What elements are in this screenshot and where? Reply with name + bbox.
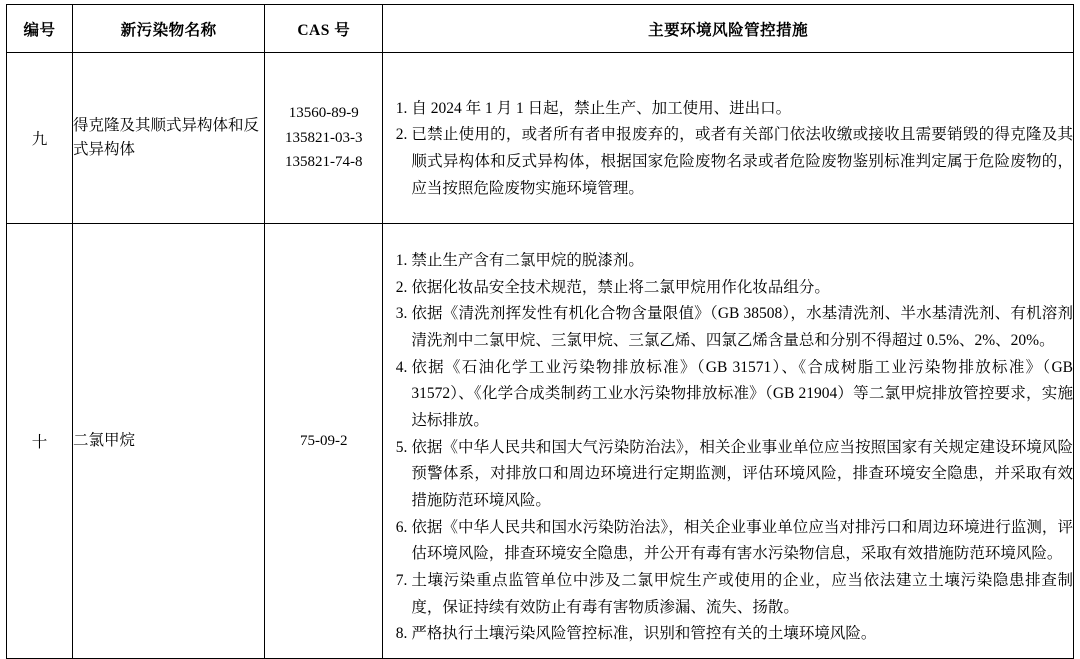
- measure-number: 3.: [395, 305, 408, 323]
- measure-item: [383, 301, 1073, 354]
- measure-text: 依据《清洗剂挥发性有机化合物含量限值》（GB 38508），水基清洗剂、半水基清洗剂、有机溶剂清洗剂中二氯甲烷、三氯甲烷、三氯乙烯、四氯乙烯含量总和分别不得超过 0.5%、2%、20%。: [411, 305, 1073, 350]
- measure-number: 1.: [395, 252, 408, 270]
- measure-item: [383, 355, 1073, 435]
- column-header-measures: 主要环境风险管控措施: [383, 5, 1074, 53]
- table-header: [7, 5, 1074, 53]
- column-header-cas: CAS 号: [265, 5, 383, 53]
- measure-text: 依据《中华人民共和国水污染防治法》，相关企业事业单位应当对排污口和周边环境进行监测，评估环境风险，排查环境安全隐患，并公开有毒有害水污染物信息，采取有效措施防范环境风险。: [411, 518, 1073, 563]
- measure-text: 依据化妆品安全技术规范，禁止将二氯甲烷用作化妆品组分。: [411, 278, 830, 296]
- pollutant-name-cell: 得克隆及其顺式异构体和反式异构体: [73, 53, 265, 224]
- cas-number: 75-09-2: [300, 432, 348, 449]
- measure-text: 依据《石油化学工业污染物排放标准》（GB 31571）、《合成树脂工业污染物排放标准》（GB 31572）、《化学合成类制药工业水污染物排放标准》（GB 21904）等二氯甲烷排放管控要求，实施达标排放。: [411, 358, 1073, 430]
- table-row: [7, 53, 1074, 224]
- measure-number: 7.: [395, 571, 408, 589]
- table-body: [7, 53, 1074, 659]
- measure-item: [383, 96, 1073, 123]
- measure-item: [383, 621, 1073, 648]
- table-header-row: [7, 5, 1074, 53]
- cas-number-cell: [265, 224, 383, 659]
- measures-list: [383, 96, 1073, 203]
- measure-text: 已禁止使用的，或者所有者申报废弃的，或者有关部门依法收缴或接收且需要销毁的得克隆及其顺式异构体和反式异构体，根据国家危险废物名录或者危险废物鉴别标准判定属于危险废物的，应当按照危险废物实施环境管理。: [411, 126, 1073, 197]
- measure-number: 6.: [395, 518, 408, 536]
- measure-text: 土壤污染重点监管单位中涉及二氯甲烷生产或使用的企业，应当依法建立土壤污染隐患排查制度，保证持续有效防止有毒有害物质渗漏、流失、扬散。: [411, 571, 1073, 616]
- measures-cell: [383, 53, 1074, 224]
- measure-text: 禁止生产含有二氯甲烷的脱漆剂。: [411, 252, 644, 270]
- pollutant-name-cell: 二氯甲烷: [73, 224, 265, 659]
- column-header-name: 新污染物名称: [73, 5, 265, 53]
- cas-number: 135821-74-8: [285, 154, 363, 171]
- measure-item: [383, 515, 1073, 568]
- row-number-cell: 十: [7, 224, 73, 659]
- measure-number: 5.: [395, 438, 408, 456]
- new-pollutants-risk-control-table: [6, 4, 1074, 659]
- measure-number: 2.: [395, 278, 408, 296]
- table-row: [7, 224, 1074, 659]
- cas-number: 135821-03-3: [285, 129, 363, 146]
- measure-item: [383, 248, 1073, 275]
- cas-number: 13560-89-9: [288, 104, 359, 121]
- measure-number: 1.: [395, 99, 408, 117]
- measures-list: [383, 248, 1073, 648]
- row-number-cell: 九: [7, 53, 73, 224]
- measure-item: [383, 122, 1073, 202]
- measures-cell: [383, 224, 1074, 659]
- measure-number: 2.: [395, 126, 408, 144]
- measure-number: 4.: [395, 358, 408, 376]
- measure-item: [383, 275, 1073, 302]
- cas-number-cell: [265, 53, 383, 224]
- measure-text: 严格执行土壤污染风险管控标准，识别和管控有关的土壤环境风险。: [411, 625, 877, 643]
- measure-item: [383, 568, 1073, 621]
- measure-text: 依据《中华人民共和国大气污染防治法》，相关企业事业单位应当按照国家有关规定建设环境风险预警体系，对排放口和周边环境进行定期监测，评估环境风险，排查环境安全隐患，并采取有效措施防范环境风险。: [411, 438, 1073, 509]
- measure-text: 自 2024 年 1 月 1 日起，禁止生产、加工使用、进出口。: [411, 99, 792, 117]
- measure-number: 8.: [395, 625, 408, 643]
- measure-item: [383, 435, 1073, 515]
- column-header-no: 编号: [7, 5, 73, 53]
